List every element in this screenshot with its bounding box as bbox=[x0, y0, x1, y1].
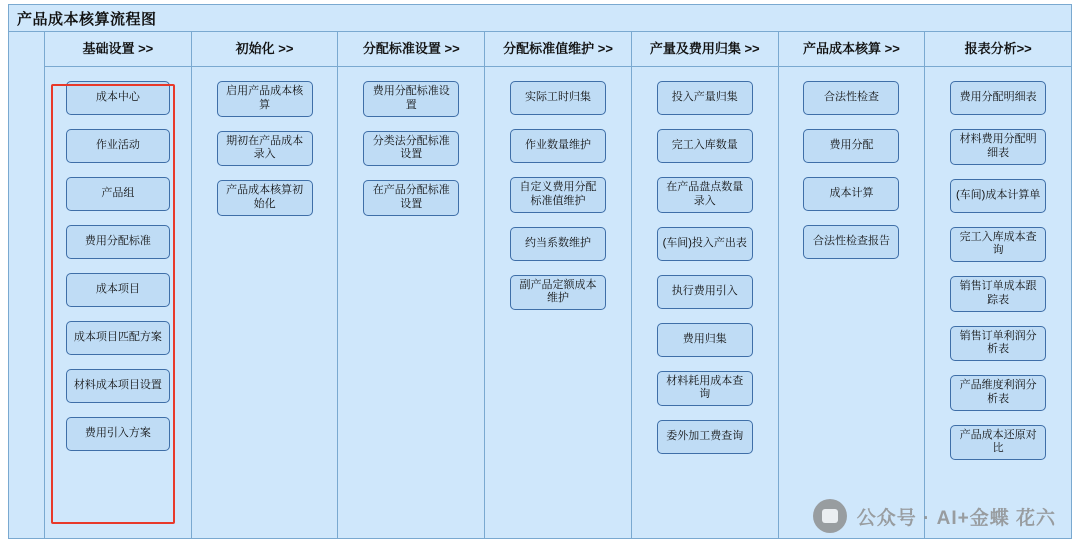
column-body-initialization bbox=[192, 67, 338, 538]
node-wip-stocktaking-quantity-entry[interactable]: 在产品盘点数量录入 bbox=[657, 177, 753, 213]
node-product-group[interactable]: 产品组 bbox=[66, 177, 170, 211]
node-outsourcing-processing-fee-query[interactable]: 委外加工费查询 bbox=[657, 420, 753, 454]
page-title: 产品成本核算流程图 bbox=[17, 10, 157, 28]
node-product-costing-initialization[interactable]: 产品成本核算初始化 bbox=[217, 180, 313, 216]
diagram-title-bar bbox=[8, 4, 1072, 32]
left-gutter bbox=[9, 32, 45, 538]
node-activity-quantity-maintenance[interactable]: 作业数量维护 bbox=[510, 129, 606, 163]
node-cost-item-matching-plan[interactable]: 成本项目匹配方案 bbox=[66, 321, 170, 355]
node-classification-allocation-standard-setup[interactable]: 分类法分配标准设置 bbox=[363, 131, 459, 167]
node-custom-allocation-standard-value-maintenance[interactable]: 自定义费用分配标准值维护 bbox=[510, 177, 606, 213]
node-expense-import-plan[interactable]: 费用引入方案 bbox=[66, 417, 170, 451]
node-wip-allocation-standard-setup[interactable]: 在产品分配标准设置 bbox=[363, 180, 459, 216]
column-report-analysis bbox=[925, 32, 1071, 538]
node-actual-work-hours-collection[interactable]: 实际工时归集 bbox=[510, 81, 606, 115]
node-material-expense-allocation-detail-report[interactable]: 材料费用分配明细表 bbox=[950, 129, 1046, 165]
node-expense-allocation-standard-setup[interactable]: 费用分配标准设置 bbox=[363, 81, 459, 117]
node-equivalent-coefficient-maintenance[interactable]: 约当系数维护 bbox=[510, 227, 606, 261]
column-body-output-and-expense-collection bbox=[632, 67, 778, 538]
flowchart-grid bbox=[8, 32, 1072, 539]
node-cost-center[interactable]: 成本中心 bbox=[66, 81, 170, 115]
node-workshop-input-output-report[interactable]: (车间)投入产出表 bbox=[657, 227, 753, 261]
column-body-basic-settings bbox=[45, 67, 191, 538]
column-product-cost-accounting bbox=[779, 32, 926, 538]
node-enable-product-costing[interactable]: 启用产品成本核算 bbox=[217, 81, 313, 117]
node-activity[interactable]: 作业活动 bbox=[66, 129, 170, 163]
column-allocation-standard-value-maintenance bbox=[485, 32, 632, 538]
node-cost-calculation[interactable]: 成本计算 bbox=[803, 177, 899, 211]
node-material-consumption-cost-query[interactable]: 材料耗用成本查询 bbox=[657, 371, 753, 407]
node-sales-order-profit-analysis-report[interactable]: 销售订单利润分析表 bbox=[950, 326, 1046, 362]
column-header-product-cost-accounting[interactable]: 产品成本核算 >> bbox=[779, 32, 925, 67]
column-body-allocation-standard-setup bbox=[338, 67, 484, 538]
watermark-text: 公众号 · AI+金蝶 花六 bbox=[856, 507, 1056, 529]
column-basic-settings bbox=[45, 32, 192, 538]
node-product-dimension-profit-analysis-report[interactable]: 产品维度利润分析表 bbox=[950, 375, 1046, 411]
column-header-basic-settings[interactable]: 基础设置 >> bbox=[45, 32, 191, 67]
node-product-cost-restoration-comparison[interactable]: 产品成本还原对比 bbox=[950, 425, 1046, 461]
node-byproduct-standard-cost-maintenance[interactable]: 副产品定额成本维护 bbox=[510, 275, 606, 311]
column-allocation-standard-setup bbox=[338, 32, 485, 538]
node-expense-allocation-standard[interactable]: 费用分配标准 bbox=[66, 225, 170, 259]
node-validity-check-report[interactable]: 合法性检查报告 bbox=[803, 225, 899, 259]
node-sales-order-cost-tracking-report[interactable]: 销售订单成本跟踪表 bbox=[950, 276, 1046, 312]
column-header-report-analysis[interactable]: 报表分析>> bbox=[925, 32, 1071, 67]
column-output-and-expense-collection bbox=[632, 32, 779, 538]
node-opening-wip-cost-entry[interactable]: 期初在产品成本录入 bbox=[217, 131, 313, 167]
column-body-report-analysis bbox=[925, 67, 1071, 538]
column-body-product-cost-accounting bbox=[779, 67, 925, 538]
node-cost-item[interactable]: 成本项目 bbox=[66, 273, 170, 307]
column-initialization bbox=[192, 32, 339, 538]
node-execute-expense-import[interactable]: 执行费用引入 bbox=[657, 275, 753, 309]
column-header-output-and-expense-collection[interactable]: 产量及费用归集 >> bbox=[632, 32, 778, 67]
node-workshop-cost-calculation-sheet[interactable]: (车间)成本计算单 bbox=[950, 179, 1046, 213]
node-finished-goods-receipt-cost-query[interactable]: 完工入库成本查询 bbox=[950, 227, 1046, 263]
node-expense-collection[interactable]: 费用归集 bbox=[657, 323, 753, 357]
node-validity-check[interactable]: 合法性检查 bbox=[803, 81, 899, 115]
column-body-allocation-standard-value-maintenance bbox=[485, 67, 631, 538]
node-input-output-collection[interactable]: 投入产量归集 bbox=[657, 81, 753, 115]
column-header-allocation-standard-setup[interactable]: 分配标准设置 >> bbox=[338, 32, 484, 67]
node-material-cost-item-setting[interactable]: 材料成本项目设置 bbox=[66, 369, 170, 403]
node-finished-goods-receipt-quantity[interactable]: 完工入库数量 bbox=[657, 129, 753, 163]
node-expense-allocation-detail-report[interactable]: 费用分配明细表 bbox=[950, 81, 1046, 115]
column-header-initialization[interactable]: 初始化 >> bbox=[192, 32, 338, 67]
node-expense-allocation[interactable]: 费用分配 bbox=[803, 129, 899, 163]
column-header-allocation-standard-value-maintenance[interactable]: 分配标准值维护 >> bbox=[485, 32, 631, 67]
